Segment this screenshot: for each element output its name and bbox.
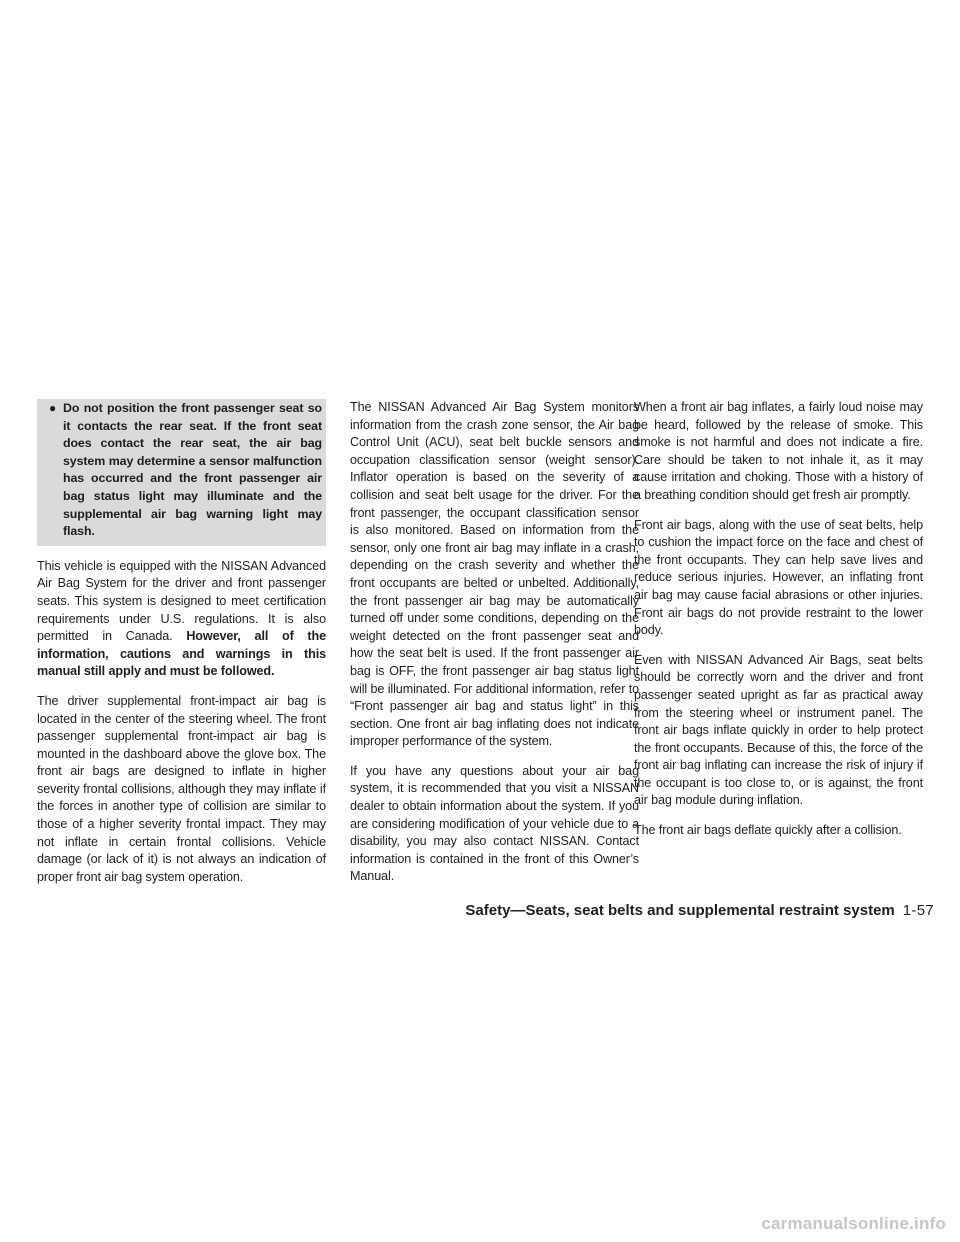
- page-footer: [465, 902, 934, 919]
- paragraph: The NISSAN Advanced Air Bag System monitors information from the crash zone sensor, the Air bag Control Unit (ACU), seat belt buckle sensors and occupation classification sensor (weight sensor). Inflator operation is based on the severity of a collision and seat belt usage for the driver. For the front passenger, the occupant classification sensor is also monitored. Based on information from the sensor, only one front air bag may inflate in a crash, depending on the crash severity and whether the front occupants are belted or unbelted. Additionally, the front passenger air bag may be automatically turned off under some conditions, depending on the weight detected on the front passenger seat and how the seat belt is used. If the front passenger air bag is OFF, the front passenger air bag status light will be illuminated. For additional information, refer to “Front passenger air bag and status light” in this section. One front air bag inflating does not indicate improper performance of the system.: [350, 400, 639, 749]
- paragraph: The driver supplemental front-impact air bag is located in the center of the steering wheel. The front passenger supplemental front-impact air bag is mounted in the dashboard above the glove box. The front air bags are designed to inflate in higher severity frontal collisions, although they may inflate if the forces in another type of collision are similar to those of a higher severity frontal impact. They may not inflate in certain frontal collisions. Vehicle damage (or lack of it) is not always an indication of proper front air bag system operation.: [37, 693, 326, 884]
- paragraph-text: This vehicle is equipped with the NISSAN Advanced Air Bag System for the driver and front passenger seats. This system is designed to meet certification requirements under U.S. regulations. It is also permitted in Canada.: [37, 558, 326, 644]
- page-number: 1-57: [902, 902, 934, 919]
- watermark: carmanualsonline.info: [761, 1214, 946, 1233]
- text-column-1: [37, 399, 326, 898]
- caution-text: Do not position the front passenger seat so it contacts the rear seat. If the front seat does contact the rear seat, the air bag system may determine a sensor malfunction has occurred and the front passenger air bag status light may illuminate and the supplemental air bag warning light may flash.: [63, 401, 322, 539]
- paragraph: If you have any questions about your air bag system, it is recommended that you visit a NISSAN dealer to obtain information about the system. If you are considering modification of your vehicle due to a disability, you may also contact NISSAN. Contact information is contained in the front of this Owner’s Manual.: [350, 763, 639, 884]
- paragraph: When a front air bag inflates, a fairly loud noise may be heard, followed by the release of smoke. This smoke is not harmful and does not indicate a fire. Care should be taken to not inhale it, as it may cause irritation and choking. Those with a history of a breathing condition should get fresh air promptly.: [634, 400, 923, 502]
- paragraph: [37, 558, 326, 681]
- caution-box: [37, 399, 326, 546]
- text-column-2: [350, 399, 639, 898]
- section-title: Safety—Seats, seat belts and supplemental restraint system: [465, 902, 895, 919]
- paragraph: Even with NISSAN Advanced Air Bags, seat belts should be correctly worn and the driver and front passenger seated upright as far as practical away from the steering wheel or instrument panel. The front air bags inflate quickly in order to help protect the front occupants. Because of this, the force of the front air bag inflating can increase the risk of injury if the occupant is too close to, or is against, the front air bag module during inflation.: [634, 652, 923, 808]
- paragraph-bold-text: However, all of the information, cautions and warnings in this manual still apply and must be followed.: [37, 629, 326, 679]
- text-column-3: [634, 399, 923, 852]
- paragraph: The front air bags deflate quickly after a collision.: [634, 823, 902, 838]
- paragraph: Front air bags, along with the use of seat belts, help to cushion the impact force on the face and chest of the front occupants. They can help save lives and reduce serious injuries. However, an inflating front air bag may cause facial abrasions or other injuries. Front air bags do not provide restraint to the lower body.: [634, 517, 923, 638]
- bullet-icon: ●: [49, 401, 57, 415]
